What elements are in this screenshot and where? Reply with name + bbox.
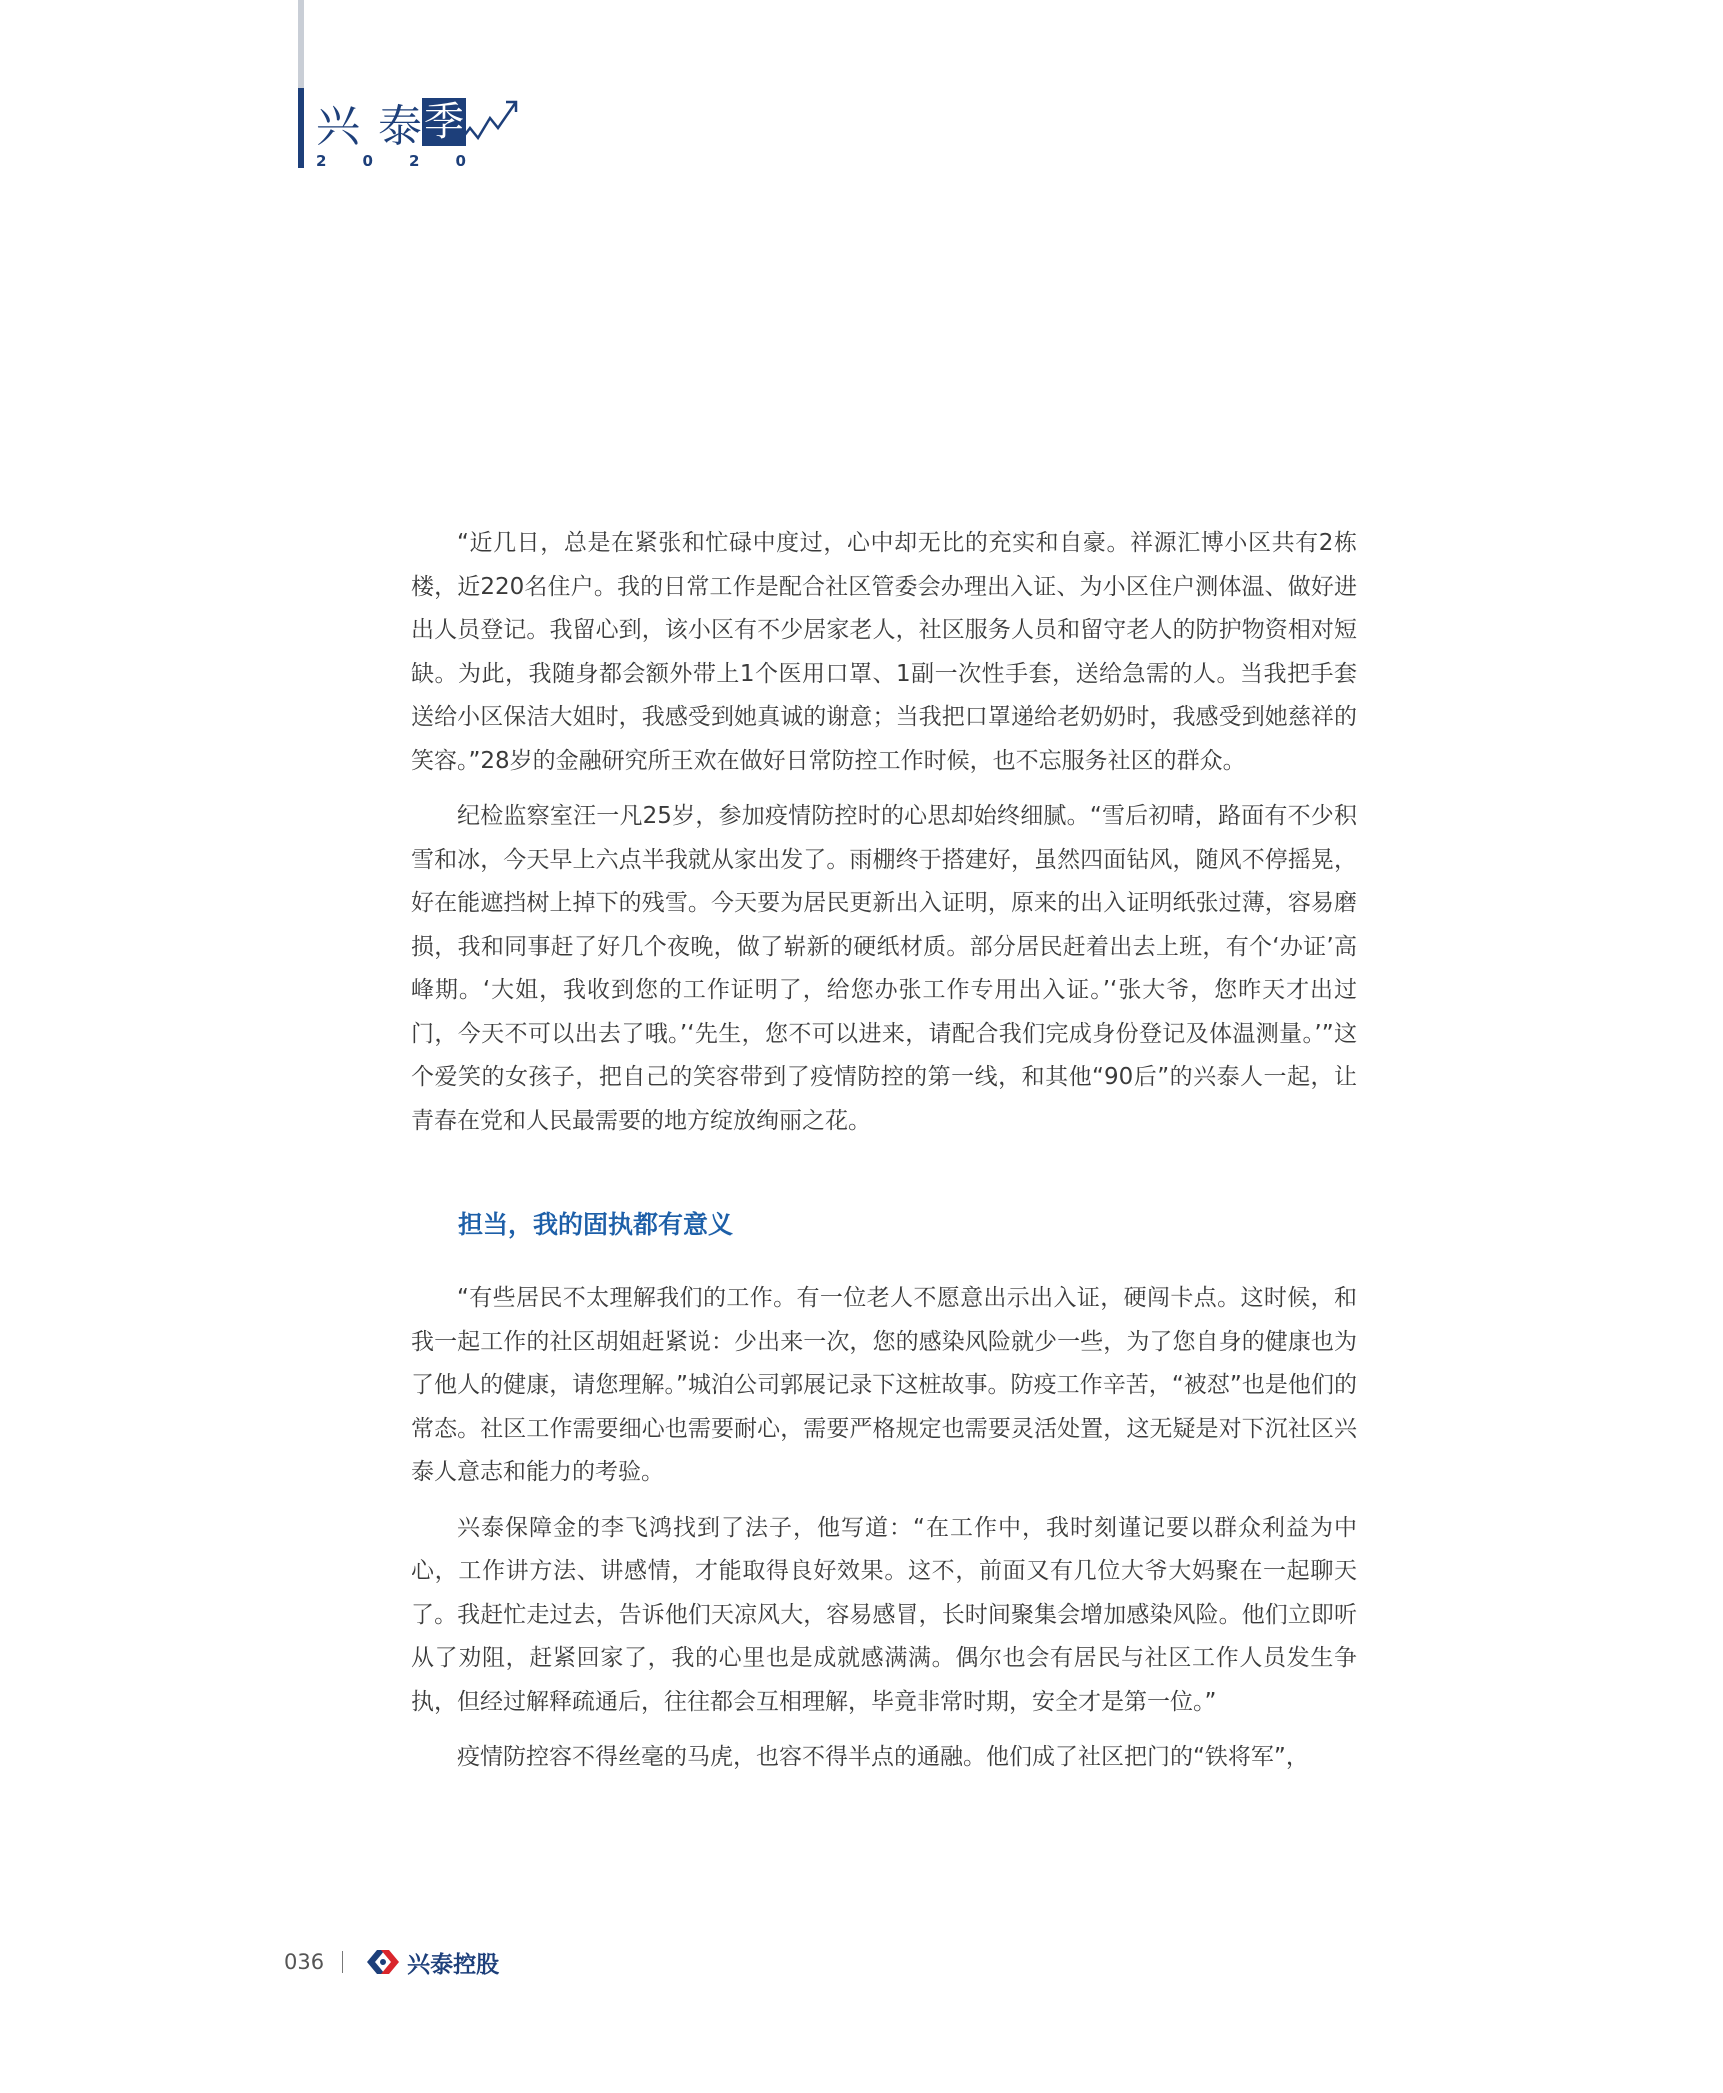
article-paragraph: “近几日，总是在紧张和忙碌中度过，心中却无比的充实和自豪。祥源汇博小区共有2栋楼，近220名住户。我的日常工作是配合社区管委会办理出入证、为小区住户测体温、做好进出人员登记。我留心到，该小区有不少居家老人，社区服务人员和留守老人的防护物资相对短缺。为此，我随身都会额外带上1个医用口罩、1副一次性手套，送给急需的人。当我把手套送给小区保洁大姐时，我感受到她真诚的谢意；当我把口罩递给老奶奶时，我感受到她慈祥的笑容。”28岁的金融研究所王欢在做好日常防控工作时候，也不忘服务社区的群众。	[411, 530, 1357, 774]
logo-char-3: 季	[424, 99, 464, 145]
company-name: 兴泰控股	[407, 1951, 500, 1978]
logo-char-1: 兴	[316, 101, 360, 152]
article-paragraph: 兴泰保障金的李飞鸿找到了法子，他写道：“在工作中，我时刻谨记要以群众利益为中心，工作讲方法、讲感情，才能取得良好效果。这不，前面又有几位大爷大妈聚在一起聊天了。我赶忙走过去，告诉他们天凉风大，容易感冒，长时间聚集会增加感染风险。他们立即听从了劝阻，赶紧回家了，我的心里也是成就感满满。偶尔也会有居民与社区工作人员发生争执，但经过解释疏通后，往往都会互相理解，毕竟非常时期，安全才是第一位。”	[411, 1514, 1357, 1715]
logo-year-digit: 2	[316, 152, 327, 170]
logo-char-2: 泰	[378, 101, 422, 152]
logo-year-digit: 0	[362, 152, 373, 170]
logo-year-digit: 0	[455, 152, 466, 170]
header-rule-accent	[298, 88, 304, 168]
page-number: 036	[284, 1950, 325, 1974]
article-paragraph: 疫情防控容不得丝毫的马虎，也容不得半点的通融。他们成了社区把门的“铁将军”，	[457, 1744, 1309, 1770]
logo-year	[316, 152, 466, 170]
section-heading: 担当，我的固执都有意义	[458, 1210, 734, 1239]
page-footer	[284, 1942, 499, 1982]
company-logo-icon	[363, 1946, 403, 1978]
article-paragraph: 纪检监察室汪一凡25岁，参加疫情防控时的心思却始终细腻。“雪后初晴，路面有不少积雪和冰，今天早上六点半我就从家出发了。雨棚终于搭建好，虽然四面钻风，随风不停摇晃，好在能遮挡树上掉下的残雪。今天要为居民更新出入证明，原来的出入证明纸张过薄，容易磨损，我和同事赶了好几个夜晚，做了崭新的硬纸材质。部分居民赶着出去上班，有个‘办证’高峰期。‘大姐，我收到您的工作证明了，给您办张工作专用出入证。’‘张大爷，您昨天才出过门，今天不可以出去了哦。’‘先生，您不可以进来，请配合我们完成身份登记及体温测量。’”这个爱笑的女孩子，把自己的笑容带到了疫情防控的第一线，和其他“90后”的兴泰人一起，让青春在党和人民最需要的地方绽放绚丽之花。	[411, 803, 1357, 1134]
magazine-logo	[316, 98, 516, 170]
trend-arrow-icon	[456, 98, 522, 154]
logo-year-digit: 2	[409, 152, 420, 170]
article-paragraph: “有些居民不太理解我们的工作。有一位老人不愿意出示出入证，硬闯卡点。这时候，和我一起工作的社区胡姐赶紧说：少出来一次，您的感染风险就少一些，为了您自身的健康也为了他人的健康，请您理解。”城泊公司郭展记录下这桩故事。防疫工作辛苦，“被怼”也是他们的常态。社区工作需要细心也需要耐心，需要严格规定也需要灵活处置，这无疑是对下沉社区兴泰人意志和能力的考验。	[411, 1285, 1357, 1485]
footer-divider	[342, 1951, 343, 1973]
article-body	[411, 522, 1357, 1792]
